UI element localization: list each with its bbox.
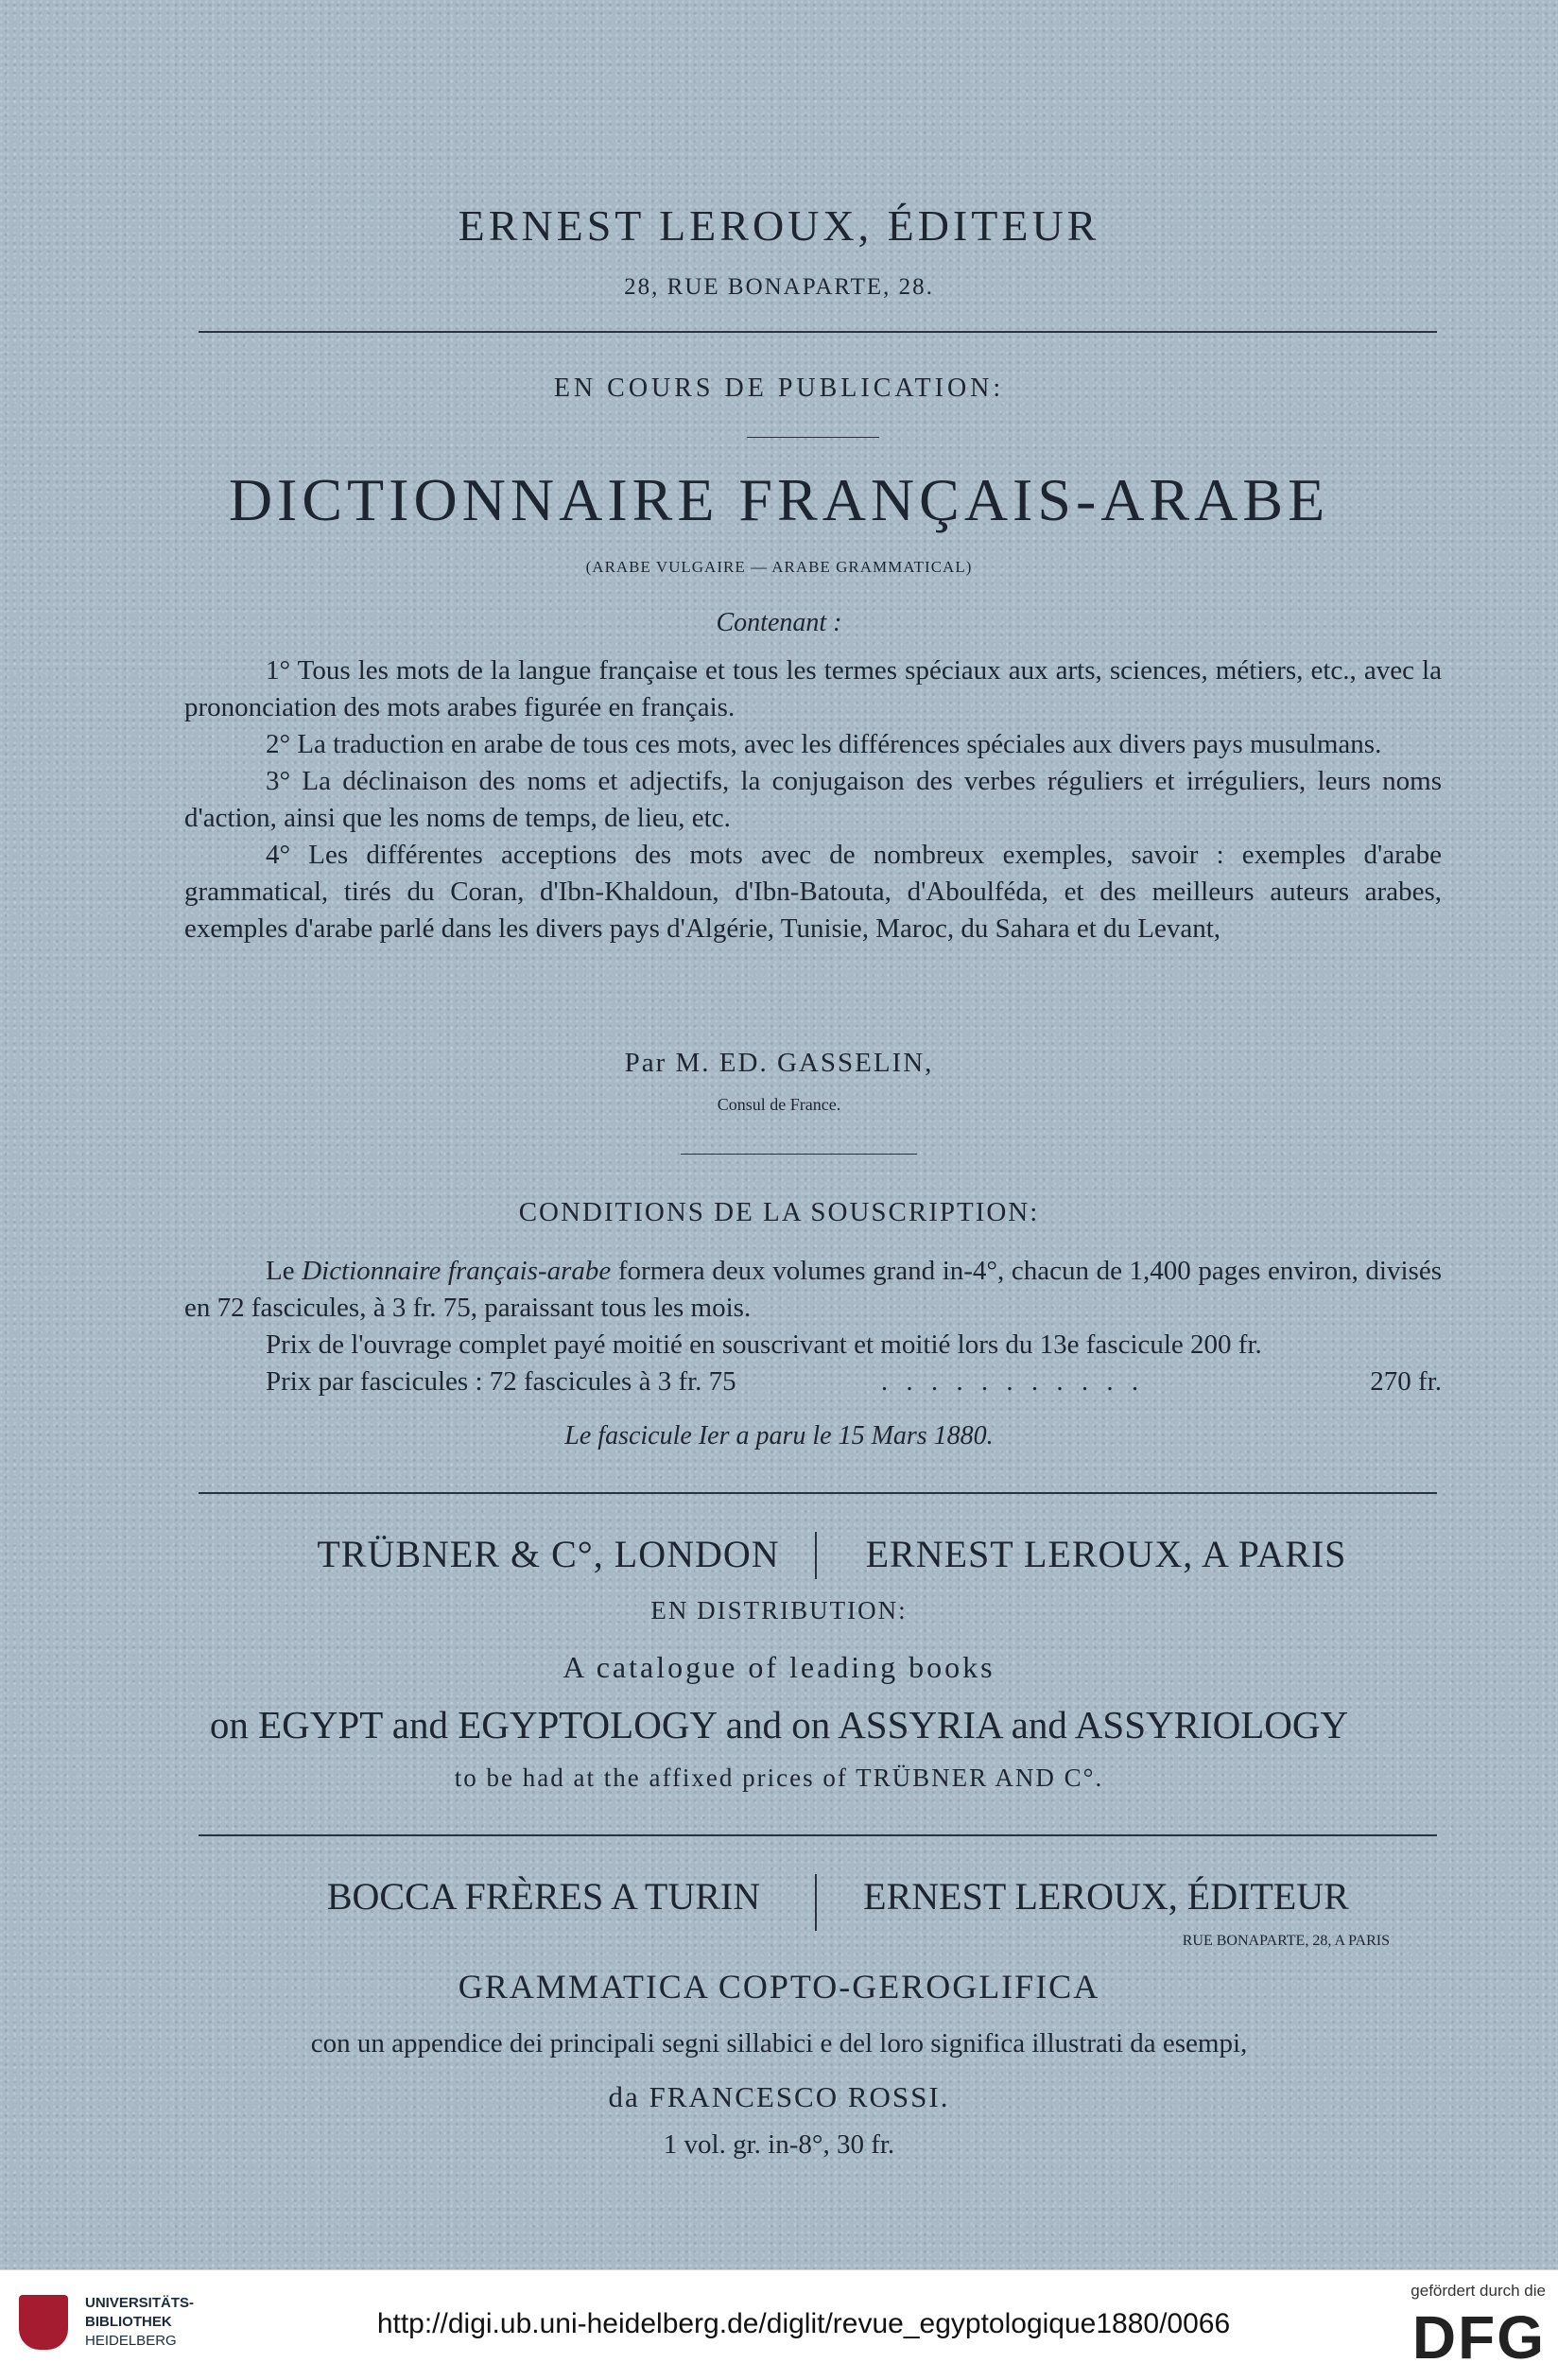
funding-label: gefördert durch die (1411, 2282, 1546, 2300)
dictionary-title: DICTIONNAIRE FRANÇAIS-ARABE (228, 466, 1330, 533)
work-title: Dictionnaire français-arabe (302, 1256, 612, 1286)
grammar-title: GRAMMATICA COPTO-GEROGLIFICA (458, 1968, 1100, 2006)
library-seal-icon (19, 2295, 68, 2350)
trubner-right: ERNEST LEROUX, A PARIS (865, 1533, 1347, 1575)
bocca-right: ERNEST LEROUX, ÉDITEUR (863, 1875, 1349, 1918)
section-rule (199, 1492, 1437, 1494)
short-rule (747, 437, 879, 438)
list-item: 2° La traduction en arabe de tous ces mots, avec les différences spéciales aux divers pays musulmans. (266, 729, 1382, 759)
short-rule (681, 1154, 917, 1155)
distribution-label: EN DISTRIBUTION: (650, 1596, 908, 1624)
publisher-heading: ERNEST LEROUX, ÉDITEUR (458, 201, 1100, 250)
price-parts-dots: . . . . . . . . . . . (880, 1366, 1145, 1397)
conditions-text (184, 1253, 1442, 1400)
column-divider (815, 1532, 817, 1579)
contents-label: Contenant : (716, 608, 842, 637)
library-name-2: BIBLIOTHEK (85, 2314, 172, 2330)
author-title: Consul de France. (717, 1095, 841, 1114)
library-logo[interactable] (19, 2293, 227, 2359)
conditions-prefix: Le (266, 1256, 303, 1286)
conditions-suffix: formera deux volumes grand in-4°, chacun de 1,400 pages environ, divisés en 72 fascicules, à 3 fr. 75, paraissant tous les mois. (184, 1256, 1442, 1323)
grammar-author: da FRANCESCO ROSSI. (608, 2080, 950, 2113)
trubner-left: TRÜBNER & C°, LONDON (317, 1533, 780, 1575)
list-item: 4° Les différentes acceptions des mots avec de nombreux exemples, savoir : exemples d'arabe grammatical, tirés du Coran, d'Ibn-Khaldoun, d'Ibn-Batouta, d'Aboulféda, et des meilleurs auteurs arabes, exemples d'arabe parlé dans les divers pays d'Algérie, Tunisie, Maroc, du Sahara et du Levant, (184, 840, 1442, 944)
catalogue-subject: on EGYPT and EGYPTOLOGY and on ASSYRIA and ASSYRIOLOGY (209, 1703, 1349, 1746)
grammar-format: 1 vol. gr. in-8°, 30 fr. (663, 2129, 895, 2160)
library-name-3: HEIDELBERG (85, 2333, 177, 2349)
price-full: Prix de l'ouvrage complet payé moitié en souscrivant et moitié lors du 13e fascicule 200 fr. (266, 1329, 1262, 1360)
viewer-footer (0, 2269, 1558, 2380)
library-name-1: UNIVERSITÄTS- (85, 2295, 195, 2311)
publication-status: EN COURS DE PUBLICATION: (553, 374, 1005, 403)
grammar-description: con un appendice dei principali segni sillabici e del loro significa illustrati da esempi, (310, 2028, 1248, 2059)
column-divider (815, 1874, 817, 1931)
price-parts-label: Prix par fascicules : 72 fascicules à 3 fr. 75 (266, 1366, 736, 1397)
dfg-logo[interactable]: DFG (1411, 2303, 1546, 2371)
header-rule (199, 331, 1437, 333)
bocca-right-address: RUE BONAPARTE, 28, A PARIS (1182, 1933, 1390, 1949)
list-item: 3° La déclinaison des noms et adjectifs, la conjugaison des verbes réguliers et irréguliers, leurs noms d'action, ainsi que les noms de temps, de lieu, etc. (184, 766, 1442, 833)
bocca-left: BOCCA FRÈRES A TURIN (326, 1875, 761, 1918)
author-line: Par M. ED. GASSELIN, (624, 1048, 934, 1078)
conditions-heading: CONDITIONS DE LA SOUSCRIPTION: (518, 1197, 1040, 1227)
price-parts-value: 270 fr. (1370, 1366, 1442, 1397)
catalogue-prices: to be had at the affixed prices of TRÜBNER AND C°. (454, 1763, 1104, 1792)
permalink-url[interactable]: http://digi.ub.uni-heidelberg.de/diglit/revue_egyptologique1880/0066 (376, 2308, 1231, 2339)
dictionary-subtitle: (ARABE VULGAIRE — ARABE GRAMMATICAL) (585, 558, 973, 576)
section-rule (199, 1834, 1437, 1836)
contents-list (184, 652, 1442, 947)
publisher-address: 28, RUE BONAPARTE, 28. (624, 274, 934, 300)
catalogue-line: A catalogue of leading books (563, 1650, 995, 1684)
list-item: 1° Tous les mots de la langue française et tous les termes spéciaux aux arts, sciences, métiers, etc., avec la prononciation des mots arabes figurée en français. (184, 655, 1442, 722)
first-issue-note: Le fascicule Ier a paru le 15 Mars 1880. (564, 1421, 994, 1451)
